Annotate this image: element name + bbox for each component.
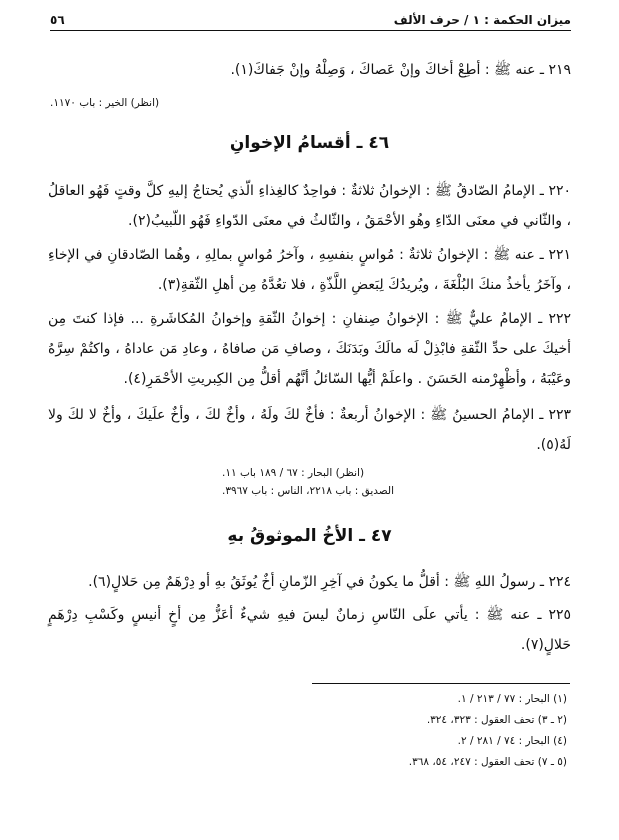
running-header — [50, 12, 571, 31]
running-title: ميزان الحكمة : ١ / حرف الألف — [393, 13, 571, 27]
cross-reference-223a: (انظر) البحار : ٦٧ / ١٨٩ باب ١١. — [222, 467, 365, 479]
cross-reference-219: (انظر) الخير : باب ١١٧٠. — [50, 97, 160, 109]
hadith-223: ٢٢٣ ـ الإمامُ الحسينُ ﷺ : الإخوانُ أربعةٌ : فأخٌ لكَ ولَهُ ، وأخٌ لكَ ، وأخٌ علَيكَ ، وأخٌ لا لكَ ولا لَهُ(٥). — [48, 407, 571, 453]
hadith-219: ٢١٩ ـ عنه ﷺ : أطِعْ أخاكَ وإنْ عَصاكَ ، وَصِلْهُ وإنْ جَفاكَ(١). — [230, 62, 571, 78]
cross-reference-223b: الصديق : باب ٢٢١٨، الناس : باب ٣٩٦٧. — [222, 485, 395, 497]
footnote-4: (٤) البحار : ٧٤ / ٢٨١ / ٢. — [457, 735, 567, 747]
hadith-222: ٢٢٢ ـ الإمامُ عليٌّ ﷺ : الإخوانُ صِنفانِ : إخوانُ الثّقةِ وإخوانُ المُكاشَرةِ ... فإذا كنتَ مِن أخيكَ على حدِّ الثّقةِ فابْذِلْ لَه مالَكَ وبَدَنَكَ ، وصافِ مَن صافاهُ ، وعادِ مَن عاداهُ ، واكتُمْ سِرَّهُ وعَيْبَهُ ، وأظْهِرْمنه الحَسَنَ . واعلَمْ أيُّها السّائلُ أنَّهُم أقلُّ مِن الكِبريتِ الأحْمَرِ(٤). — [48, 311, 571, 387]
footnote-1: (١) البحار : ٧٧ / ٢١٣ / ١. — [457, 693, 567, 705]
footnote-2-3: (٢ ـ ٣) تحف العقول : ٣٢٣، ٣٢٤. — [426, 714, 567, 726]
section-heading-47: ٤٧ ـ الأخُ الموثوقُ بهِ — [227, 526, 392, 546]
hadith-224: ٢٢٤ ـ رسولُ اللهِ ﷺ : أقلُّ ما يكونُ في آخِرِ الزّمانِ أخٌ يُوثَقُ بهِ أو دِرْهَمٌ مِن حَلالٍ(٦). — [88, 574, 571, 590]
hadith-221: ٢٢١ ـ عنه ﷺ : الإخوانُ ثلاثةٌ : مُواسٍ بنفسِهِ ، وآخرُ مُواسٍ بمالِهِ ، وهُما الصّادقانِ في الإخاءِ ، وآخَرُ يأخذُ منكَ البُلْغَةَ ، ويُريدُكَ لِبَعضِ اللَّذّةِ ، فلا تعُدَّهُ مِن أهلِ الثّقةِ(٣). — [48, 247, 571, 293]
page-number: ٥٦ — [50, 13, 65, 27]
hadith-220: ٢٢٠ ـ الإمامُ الصّادقُ ﷺ : الإخوانُ ثلاثةٌ : فواحِدٌ كالغِذاءِ الّذي يُحتاجُ إليهِ كلَّ وقتٍ فَهُو العاقلُ ، والثّاني في معنَى الدّاءِ وهُو الأحْمَقُ ، والثّالثُ في معنَى الدّواءِ فَهُو اللّبيبُ(٢). — [48, 183, 571, 229]
section-heading-46: ٤٦ ـ أقسامُ الإخوانِ — [229, 133, 390, 153]
footnote-5-7: (٥ ـ ٧) تحف العقول : ٢٤٧، ٥٤، ٣٦٨. — [408, 756, 567, 768]
footnote-separator — [312, 683, 570, 684]
hadith-225: ٢٢٥ ـ عنه ﷺ : يأتي علَى النّاسِ زمانٌ ليسَ فيهِ شيءٌ أعَزُّ مِن أخٍ أنيسٍ وكَسْبِ دِرْهَمٍ حَلالٍ(٧). — [48, 607, 571, 653]
